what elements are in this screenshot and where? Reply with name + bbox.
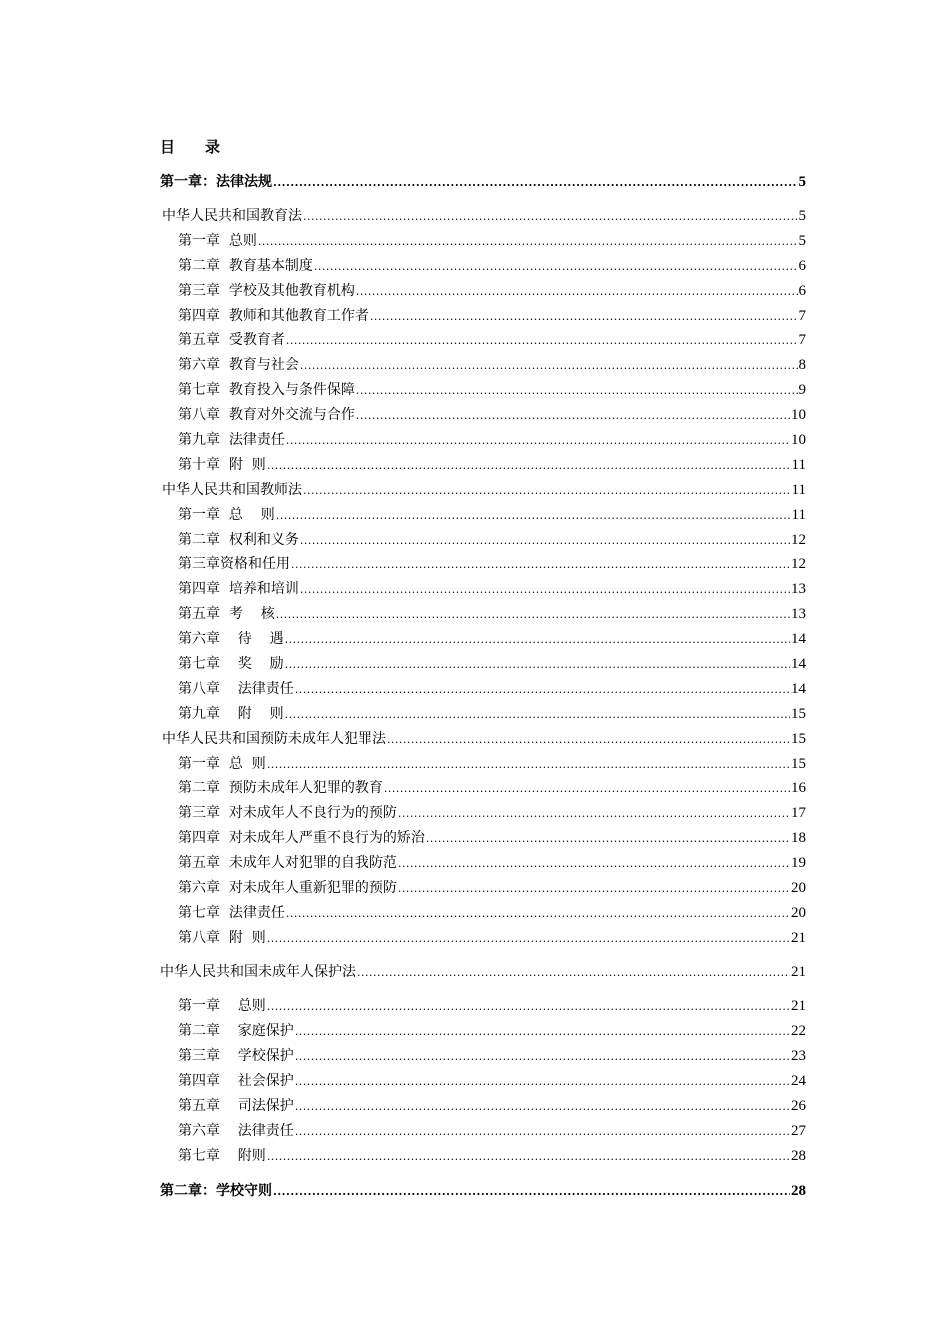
- toc-entry-label: 第一章：法律法规: [160, 174, 272, 190]
- toc-law-entry[interactable]: [160, 962, 806, 983]
- toc-page-number: 20: [791, 880, 806, 896]
- toc-entry-label: 第八章 附 则: [178, 930, 266, 946]
- toc-entry-label: 第十章 附 则: [178, 457, 266, 473]
- toc-chapter-entry[interactable]: [178, 928, 806, 949]
- toc-entry-label: 第二章 教育基本制度: [178, 258, 313, 274]
- toc-leader-dots: [398, 804, 790, 824]
- toc-leader-dots: [295, 1122, 790, 1142]
- toc-entry-label: 第一章 总 则: [178, 756, 266, 772]
- toc-page-number: 28: [791, 1148, 806, 1164]
- toc-page-number: 11: [791, 482, 806, 498]
- toc-leader-dots: [286, 904, 790, 924]
- toc-entry-label: 第六章 法律责任: [178, 1123, 294, 1139]
- toc-page-number: 16: [791, 780, 806, 796]
- toc-part-entry[interactable]: [160, 172, 806, 193]
- toc-entry-label: 第八章 法律责任: [178, 681, 294, 697]
- toc-leader-dots: [300, 580, 790, 600]
- toc-entry-label: 第三章 学校保护: [178, 1048, 294, 1064]
- toc-page-number: 13: [791, 581, 806, 597]
- toc-chapter-entry[interactable]: [178, 530, 806, 551]
- toc-page-number: 9: [798, 382, 806, 398]
- toc-entry-label: 第四章 社会保护: [178, 1073, 294, 1089]
- toc-entry-label: 第七章 附则: [178, 1148, 266, 1164]
- toc-entry-label: 第一章 总则: [178, 998, 266, 1014]
- toc-leader-dots: [273, 1182, 790, 1202]
- toc-chapter-entry[interactable]: [178, 996, 806, 1017]
- toc-entry-label: 第五章 司法保护: [178, 1098, 294, 1114]
- toc-chapter-entry[interactable]: [178, 505, 806, 526]
- toc-page-number: 15: [791, 731, 806, 747]
- toc-law-entry[interactable]: [162, 729, 806, 750]
- toc-page-number: 12: [791, 556, 806, 572]
- toc-chapter-entry[interactable]: [178, 803, 806, 824]
- toc-entry-label: 第七章 奖 励: [178, 656, 284, 672]
- toc-chapter-entry[interactable]: [178, 231, 806, 252]
- toc-entry-label: 第二章 预防未成年人犯罪的教育: [178, 780, 383, 796]
- toc-chapter-entry[interactable]: [178, 1121, 806, 1142]
- toc-page-number: 28: [791, 1183, 806, 1199]
- toc-leader-dots: [384, 779, 790, 799]
- toc-page-number: 15: [791, 756, 806, 772]
- toc-chapter-entry[interactable]: [178, 330, 806, 351]
- toc-entry-label: 第六章 对未成年人重新犯罪的预防: [178, 880, 397, 896]
- toc-leader-dots: [267, 929, 790, 949]
- toc-entry-label: 第二章 权利和义务: [178, 532, 299, 548]
- toc-leader-dots: [398, 879, 790, 899]
- toc-entry-label: 第二章 家庭保护: [178, 1023, 294, 1039]
- toc-page-number: 5: [798, 208, 806, 224]
- toc-page-number: 24: [791, 1073, 806, 1089]
- toc-chapter-entry[interactable]: [178, 604, 806, 625]
- toc-leader-dots: [356, 406, 790, 426]
- toc-page-number: 21: [791, 930, 806, 946]
- toc-leader-dots: [370, 307, 798, 327]
- toc-leader-dots: [285, 655, 790, 675]
- toc-entry-label: 中华人民共和国未成年人保护法: [160, 964, 356, 980]
- toc-leader-dots: [295, 680, 790, 700]
- toc-chapter-entry[interactable]: [178, 405, 806, 426]
- toc-chapter-entry[interactable]: [178, 704, 806, 725]
- toc-entry-label: 中华人民共和国教师法: [162, 482, 302, 498]
- toc-entry-label: 第五章 考 核: [178, 606, 275, 622]
- toc-leader-dots: [286, 331, 798, 351]
- toc-entry-label: 第七章 教育投入与条件保障: [178, 382, 355, 398]
- toc-page-number: 17: [791, 805, 806, 821]
- toc-law-entry[interactable]: [162, 480, 806, 501]
- toc-chapter-entry[interactable]: [178, 654, 806, 675]
- toc-chapter-entry[interactable]: [178, 281, 806, 302]
- toc-chapter-entry[interactable]: [178, 1021, 806, 1042]
- toc-chapter-entry[interactable]: [178, 1146, 806, 1167]
- toc-chapter-entry[interactable]: [178, 256, 806, 277]
- toc-chapter-entry[interactable]: [178, 430, 806, 451]
- toc-chapter-entry[interactable]: [178, 778, 806, 799]
- toc-page-number: 13: [791, 606, 806, 622]
- toc-leader-dots: [300, 531, 790, 551]
- toc-page-number: 7: [798, 332, 806, 348]
- toc-page-number: 6: [798, 283, 806, 299]
- toc-chapter-entry[interactable]: [178, 629, 806, 650]
- toc-entry-label: 第三章 对未成年人不良行为的预防: [178, 805, 397, 821]
- toc-page-number: 26: [791, 1098, 806, 1114]
- toc-entry-label: 中华人民共和国教育法: [162, 208, 302, 224]
- toc-leader-dots: [300, 356, 798, 376]
- toc-entry-label: 第七章 法律责任: [178, 905, 285, 921]
- toc-page-number: 14: [791, 681, 806, 697]
- toc-chapter-entry[interactable]: [178, 903, 806, 924]
- toc-leader-dots: [276, 506, 791, 526]
- toc-chapter-entry[interactable]: [178, 1071, 806, 1092]
- toc-page-number: 21: [791, 998, 806, 1014]
- toc-entry-label: 第四章 教师和其他教育工作者: [178, 308, 369, 324]
- toc-leader-dots: [295, 1022, 790, 1042]
- toc-chapter-entry[interactable]: [178, 306, 806, 327]
- toc-page-number: 7: [798, 308, 806, 324]
- toc-chapter-entry[interactable]: [178, 754, 806, 775]
- toc-chapter-entry[interactable]: [178, 853, 806, 874]
- toc-chapter-entry[interactable]: [178, 1046, 806, 1067]
- toc-entry-label: 第九章 附 则: [178, 706, 284, 722]
- toc-entry-label: 第一章 总则: [178, 233, 257, 249]
- toc-entry-label: 第九章 法律责任: [178, 432, 285, 448]
- toc-page-number: 14: [791, 631, 806, 647]
- toc-page-number: 10: [791, 407, 806, 423]
- toc-chapter-entry[interactable]: [178, 828, 806, 849]
- toc-entry-label: 第六章 待 遇: [178, 631, 284, 647]
- toc-leader-dots: [314, 257, 798, 277]
- toc-chapter-entry[interactable]: [178, 355, 806, 376]
- toc-leader-dots: [286, 431, 790, 451]
- toc-leader-dots: [295, 1047, 790, 1067]
- toc-page-number: 14: [791, 656, 806, 672]
- toc-leader-dots: [276, 605, 790, 625]
- toc-entry-label: 第四章 对未成年人严重不良行为的矫治: [178, 830, 425, 846]
- toc-page-number: 18: [791, 830, 806, 846]
- toc-chapter-entry[interactable]: [178, 679, 806, 700]
- toc-leader-dots: [273, 173, 798, 193]
- toc-part-entry[interactable]: [160, 1181, 806, 1202]
- toc-page-number: 23: [791, 1048, 806, 1064]
- toc-page-number: 6: [798, 258, 806, 274]
- toc-entry-label: 第二章：学校守则: [160, 1183, 272, 1199]
- toc-leader-dots: [295, 1072, 790, 1092]
- toc-page-number: 27: [791, 1123, 806, 1139]
- toc-leader-dots: [356, 381, 798, 401]
- toc-chapter-entry[interactable]: [178, 878, 806, 899]
- toc-entry-label: 中华人民共和国预防未成年人犯罪法: [162, 731, 386, 747]
- toc-title: 目 录: [160, 138, 221, 156]
- toc-entry-label: 第六章 教育与社会: [178, 357, 299, 373]
- toc-entry-label: 第五章 未成年人对犯罪的自我防范: [178, 855, 397, 871]
- toc-page-number: 10: [791, 432, 806, 448]
- toc-chapter-entry[interactable]: [178, 380, 806, 401]
- toc-chapter-entry[interactable]: [178, 554, 806, 575]
- toc-leader-dots: [295, 1097, 790, 1117]
- toc-entry-label: 第一章 总 则: [178, 507, 275, 523]
- toc-law-entry[interactable]: [162, 206, 806, 227]
- toc-page-number: 22: [791, 1023, 806, 1039]
- toc-page-number: 11: [791, 507, 806, 523]
- toc-leader-dots: [267, 997, 790, 1017]
- toc-page-number: 8: [798, 357, 806, 373]
- toc-entry-label: 第三章 学校及其他教育机构: [178, 283, 355, 299]
- toc-page-number: 19: [791, 855, 806, 871]
- toc-entry-label: 第五章 受教育者: [178, 332, 285, 348]
- toc-leader-dots: [356, 282, 798, 302]
- toc-leader-dots: [303, 481, 791, 501]
- toc-page-number: 15: [791, 706, 806, 722]
- toc-chapter-entry[interactable]: [178, 1096, 806, 1117]
- toc-chapter-entry[interactable]: [178, 455, 806, 476]
- toc-page-number: 12: [791, 532, 806, 548]
- toc-entry-label: 第八章 教育对外交流与合作: [178, 407, 355, 423]
- toc-leader-dots: [258, 232, 798, 252]
- toc-leader-dots: [387, 730, 790, 750]
- toc-entry-label: 第四章 培养和培训: [178, 581, 299, 597]
- toc-chapter-entry[interactable]: [178, 579, 806, 600]
- toc-leader-dots: [285, 630, 790, 650]
- toc-leader-dots: [357, 963, 790, 983]
- toc-page-number: 20: [791, 905, 806, 921]
- toc-leader-dots: [303, 207, 798, 227]
- toc-leader-dots: [267, 755, 790, 775]
- toc-page-number: 21: [791, 964, 806, 980]
- toc-leader-dots: [398, 854, 790, 874]
- toc-page-number: 5: [798, 233, 806, 249]
- toc-leader-dots: [285, 705, 790, 725]
- toc-page-number: 11: [791, 457, 806, 473]
- toc-entry-label: 第三章资格和任用: [178, 556, 290, 572]
- toc-leader-dots: [291, 555, 790, 575]
- toc-leader-dots: [267, 1147, 790, 1167]
- toc-page-number: 5: [798, 174, 806, 190]
- toc-leader-dots: [267, 456, 791, 476]
- toc-leader-dots: [426, 829, 790, 849]
